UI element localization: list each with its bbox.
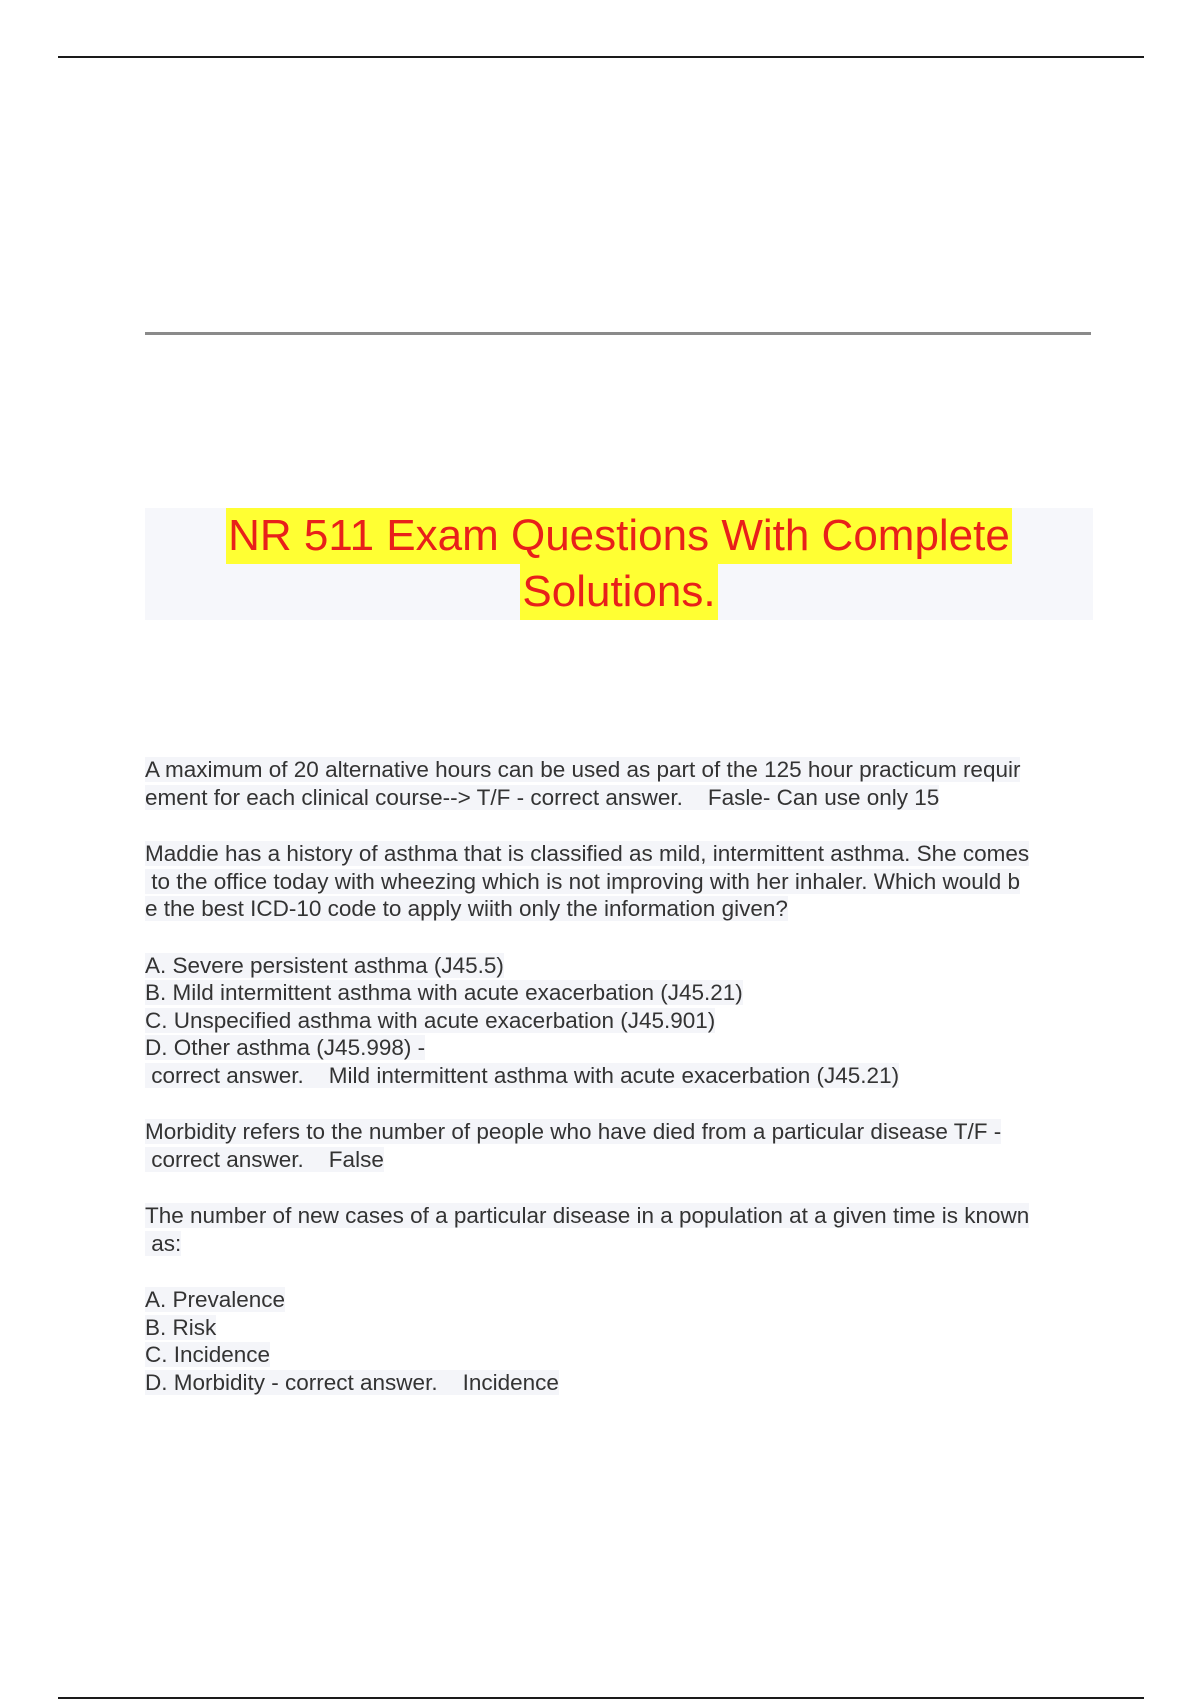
title-line-2: Solutions. [520,564,717,620]
option-line: A. Prevalence [145,1287,286,1312]
document-title [145,508,1093,620]
option-line: C. Unspecified asthma with acute exacerbation (J45.901) [145,1007,716,1033]
question-2-options [145,952,1095,1090]
text-line: to the office today with wheezing which is not improving with her inhaler. Which would b [145,868,1021,894]
question-4-options [145,1286,1095,1396]
option-line: C. Incidence [145,1342,271,1367]
text-line: The number of new cases of a particular disease in a population at a given time is known [145,1203,1030,1228]
question-1 [145,756,1095,811]
text-line: e the best ICD-10 code to apply wiith only the information given? [145,896,788,921]
text-line: A maximum of 20 alternative hours can be used as part of the 125 hour practicum requir [145,757,1021,782]
answer-line: correct answer. Mild intermittent asthma with acute exacerbation (J45.21) [145,1062,900,1088]
question-3 [145,1118,1095,1173]
text-line: Maddie has a history of asthma that is classified as mild, intermittent asthma. She comes [145,841,1030,866]
question-2 [145,840,1095,923]
top-rule [58,56,1144,58]
text-line: as: [145,1230,182,1256]
option-line: B. Mild intermittent asthma with acute exacerbation (J45.21) [145,980,743,1005]
question-4 [145,1202,1095,1257]
answer-line: correct answer. False [145,1146,384,1172]
answer-line: D. Morbidity - correct answer. Incidence [145,1369,559,1395]
option-line: A. Severe persistent asthma (J45.5) [145,952,504,978]
title-line-1: NR 511 Exam Questions With Complete [226,508,1012,564]
text-line: Morbidity refers to the number of people who have died from a particular disease T/F - [145,1119,1002,1144]
document-body [145,756,1095,1425]
title-separator-rule [145,332,1091,335]
text-line: ement for each clinical course--> T/F - correct answer. Fasle- Can use only 15 [145,784,940,810]
option-line: D. Other asthma (J45.998) - [145,1035,426,1060]
option-line: B. Risk [145,1314,217,1340]
bottom-rule [58,1697,1144,1699]
